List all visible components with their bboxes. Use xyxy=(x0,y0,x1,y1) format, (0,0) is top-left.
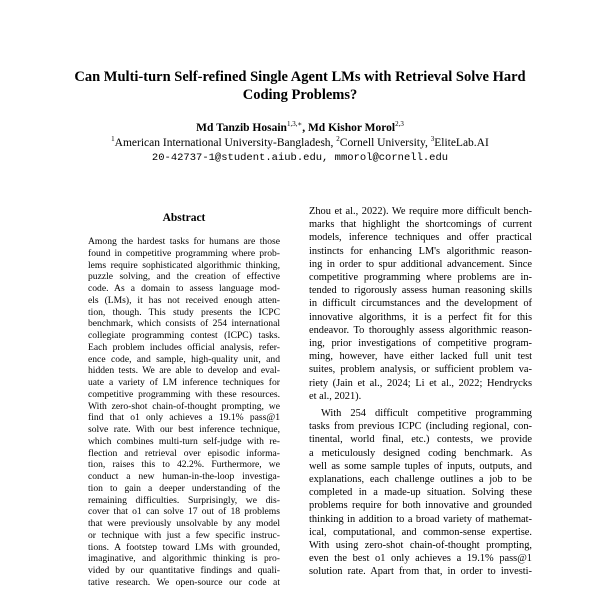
text-line: or technique with just a few specific instruc- xyxy=(88,529,280,541)
text-line: endeavor. To thoroughly assess algorithmic reason- xyxy=(309,324,532,336)
text-line: which combines multi-turn self-judge with re- xyxy=(88,435,280,447)
text-line: ing, prior investigations of competitive program- xyxy=(309,338,532,350)
text-line: problems require for both innovative and grounded xyxy=(309,500,532,512)
affiliation-superscript: 1 xyxy=(111,135,115,144)
text-line: tended to rigorously assess human reasoning skills xyxy=(309,285,532,297)
text-line: find that o1 only achieves a 19.1% pass@1 xyxy=(88,412,280,424)
abstract-heading: Abstract xyxy=(162,212,206,224)
text-line: benchmark, which consists of 254 international xyxy=(88,318,280,330)
text-line: uate a variety of LM inference techniques for xyxy=(88,377,280,388)
text-line: hidden tests. We are able to develop and eval- xyxy=(88,365,280,377)
body-paragraph xyxy=(309,205,532,403)
text-line: els (LMs), it has not received enough atten- xyxy=(88,294,280,306)
author-superscript: 1,3,∗ xyxy=(286,120,303,129)
author-separator: , xyxy=(302,122,308,134)
affiliation-superscript: 3 xyxy=(430,135,435,144)
text-line: Zhou et al., 2022). We require more difficult bench- xyxy=(309,206,532,217)
author-superscript: 2,3 xyxy=(395,120,404,129)
affiliation: EliteLab.AI xyxy=(434,137,489,149)
title-line: Can Multi-turn Self-refined Single Agent LMs with Retrieval Solve Hard xyxy=(74,69,526,85)
affiliation: Cornell University, xyxy=(339,137,431,149)
text-line: completed in a made-up situation. Solving these xyxy=(309,487,532,499)
text-line: in difficult circumstances and the development of xyxy=(309,298,532,310)
text-line: lems require sophisticated algorithmic thinking, xyxy=(88,259,280,271)
text-line: competitive programming with these resources. xyxy=(88,388,280,400)
body-paragraph xyxy=(309,407,532,579)
text-line: innovative algorithms, it is a perfect fit for this xyxy=(309,311,532,323)
text-line: well as some sample tuples of inputs, outputs, and xyxy=(309,460,532,472)
text-line: tion, though. This study presents the ICPC xyxy=(88,306,280,318)
text-line: et al., 2021). xyxy=(309,390,362,402)
text-line: tative research. We open-source our code at xyxy=(88,576,280,588)
text-line: solution rate. Apart from that, in order to investi- xyxy=(309,566,532,578)
affiliations xyxy=(40,136,560,150)
text-line: solve rate. With our best inference technique, xyxy=(88,424,280,435)
text-line: ence code, and sample, high-quality unit, and xyxy=(88,353,280,365)
text-line: thinking in addition to a broad variety of mathemat- xyxy=(309,513,532,525)
text-line: imaginative, and algorithmic thinking is pro- xyxy=(88,553,280,565)
text-line: suites, problem analysis, or sufficient problem va- xyxy=(309,364,532,376)
text-line: riety (Jain et al., 2024; Li et al., 2022; Hendrycks xyxy=(309,377,532,389)
text-line: ing in order to spur additional advancement. Since xyxy=(309,258,532,270)
text-line: models, inference techniques and offer practical xyxy=(309,232,532,244)
body-column-right xyxy=(309,205,532,579)
author-emails: 20-42737-1@student.aiub.edu, mmorol@cornell.edu xyxy=(151,152,449,164)
text-line: that were previously unsolvable by any model xyxy=(88,518,280,529)
text-line: code. As a domain to assess language mod- xyxy=(88,283,280,294)
text-line: instincts for enhancing LM's algorithmic reason- xyxy=(309,245,532,257)
text-line: tasks from previous ICPC (including regional, con- xyxy=(309,421,532,433)
text-line: puzzle solving, and the creation of effective xyxy=(88,271,280,283)
text-line: flection and retrieval over episodic informa- xyxy=(88,447,280,459)
text-line: cover that o1 can solve 17 out of 18 problems xyxy=(88,506,280,518)
author-name: Md Tanzib Hosain xyxy=(196,122,287,134)
author-name: Md Kishor Morol xyxy=(307,122,396,134)
text-line: remaining difficulties. Surprisingly, we dis- xyxy=(88,494,280,506)
affiliation-superscript: 2 xyxy=(336,135,340,144)
affiliation: American International University-Bangladesh, xyxy=(114,137,337,149)
text-line: found in competitive programming where prob- xyxy=(88,247,280,259)
text-line: even the best o1 only achieves a 19.1% pass@1 xyxy=(309,553,532,565)
text-line: With using zero-shot chain-of-thought prompting, xyxy=(309,540,532,552)
text-line: Among the hardest tasks for humans are those xyxy=(88,236,280,247)
text-line: explanations, each challenge outlines a job to be xyxy=(309,474,532,486)
text-line: With zero-shot chain-of-thought prompting, we xyxy=(88,400,280,412)
text-line: a meticulously designed coding benchmark. As xyxy=(309,447,532,459)
paper-title xyxy=(60,68,540,104)
text-line: marks that highlight the shortcomings of current xyxy=(309,219,532,231)
text-line: ming, however, have either lacked full unit test xyxy=(309,351,532,363)
text-line: vided by our quantitative findings and quali- xyxy=(88,565,280,576)
text-line: tion, raises this to 42.2%. Furthermore, we xyxy=(88,459,280,471)
text-line: collegiate programming contest (ICPC) tasks. xyxy=(88,330,280,341)
text-line: conduct a new human-in-the-loop investiga- xyxy=(88,471,280,482)
abstract-body xyxy=(88,236,280,589)
text-line: Each problem includes official analysis, refer- xyxy=(88,341,280,353)
text-line: ical, computational, and common-sense expertise. xyxy=(309,526,532,538)
text-line: competitive programming where problems are in- xyxy=(309,272,532,284)
text-line: With 254 difficult competitive programming xyxy=(321,408,532,420)
title-line: Coding Problems? xyxy=(242,87,358,103)
text-line: tions. A footstep toward LMs with grounded, xyxy=(88,541,280,553)
text-line: tinental, world final, etc.) contests, we provide xyxy=(309,434,532,446)
text-line: tion to gain a deeper understanding of the xyxy=(88,482,280,494)
author-list xyxy=(60,121,540,135)
